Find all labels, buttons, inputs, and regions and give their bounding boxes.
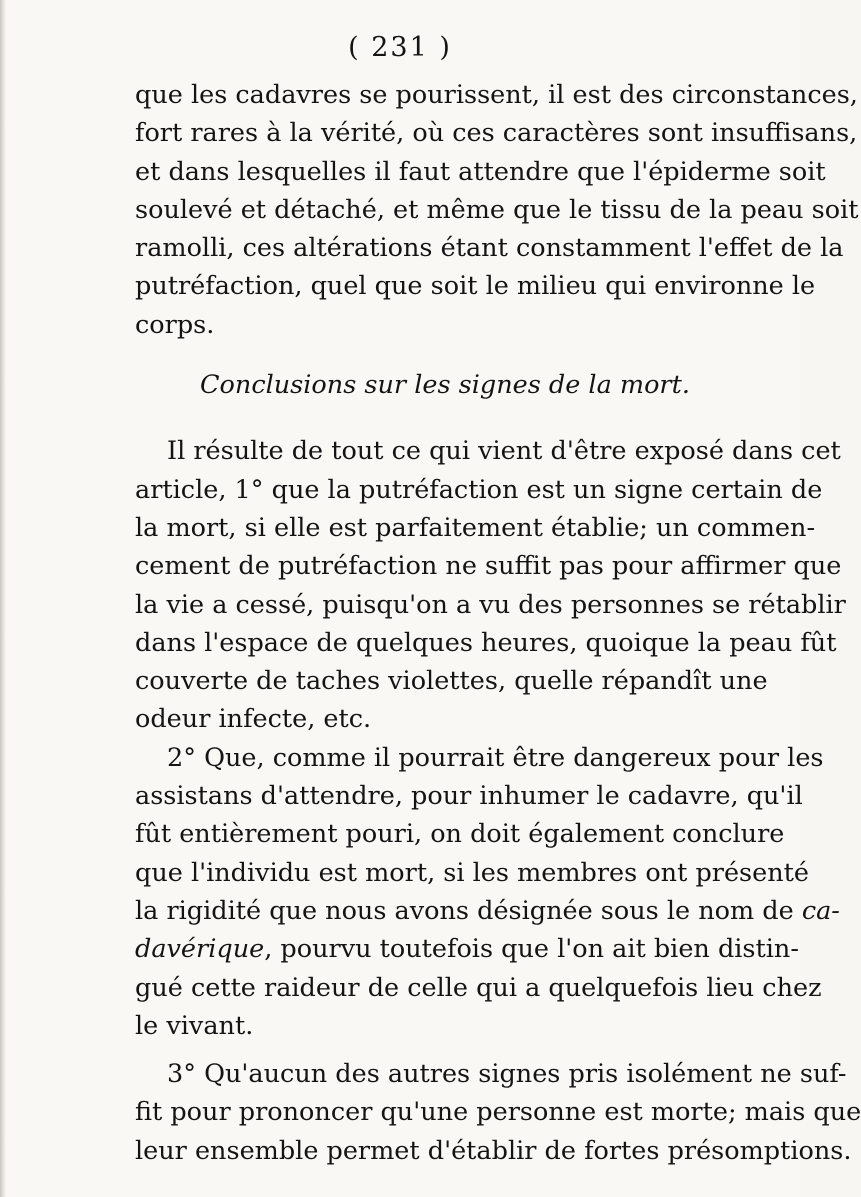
text-line: soulevé et détaché, et même que le tissu de la peau soit (135, 194, 859, 225)
paragraph-gap (135, 1045, 755, 1055)
text-line: 3° Qu'aucun des autres signes pris isolément ne suf- (167, 1059, 847, 1090)
text-line: couverte de taches violettes, quelle répandît une (135, 666, 768, 697)
text-line: assistans d'attendre, pour inhumer le cadavre, qu'il (135, 781, 803, 812)
text-line: que les cadavres se pourissent, il est des circonstances, (135, 80, 858, 110)
text-line: la mort, si elle est parfaitement établie; un commen- (135, 512, 816, 543)
text-line: fort rares à la vérité, où ces caractères sont insuffisans, (135, 118, 858, 149)
text-line: odeur infecte, etc. (135, 704, 372, 735)
text-line: et dans lesquelles il faut attendre que l'épiderme soit (135, 156, 826, 187)
text-line: 2° Que, comme il pourrait être dangereux pour les (167, 742, 824, 773)
text-line: ramolli, ces altérations étant constamment l'effet de la (135, 233, 844, 264)
paragraph-continuation (135, 76, 859, 344)
text-line: que l'individu est mort, si les membres ont présenté (135, 857, 809, 888)
text-line: gué cette raideur de celle qui a quelquefois lieu chez (135, 972, 822, 1003)
text-line: Il résulte de tout ce qui vient d'être exposé dans cet (167, 436, 841, 467)
text-line: fût entièrement pouri, on doit également conclure (135, 819, 785, 850)
page-body (135, 76, 861, 1170)
paragraph-conclusion-2 (135, 739, 840, 1045)
text-segment: , pourvu toutefois que l'on ait bien distin- (264, 934, 799, 965)
section-heading: Conclusions sur les signes de la mort. (200, 370, 690, 401)
text-line: le vivant. (135, 1010, 254, 1041)
page-edge-shadow (0, 0, 6, 1197)
page-number: ( 231 ) (348, 32, 452, 63)
text-segment: la rigidité que nous avons désignée sous le nom de (135, 895, 802, 926)
text-line (135, 892, 840, 930)
text-line: corps. (135, 309, 215, 340)
text-line: putréfaction, quel que soit le milieu qui environne le (135, 271, 816, 302)
text-line (135, 930, 799, 968)
text-line: fit pour prononcer qu'une personne est morte; mais que (135, 1097, 861, 1128)
paragraph-conclusion-1 (135, 432, 846, 738)
text-line: cement de putréfaction ne suffit pas pour affirmer que (135, 551, 842, 582)
text-line: la vie a cessé, puisqu'on a vu des personnes se rétablir (135, 589, 846, 620)
text-line: article, 1° que la putréfaction est un signe certain de (135, 474, 823, 505)
text-line: leur ensemble permet d'établir de fortes présomptions. (135, 1135, 852, 1166)
italic-term: davérique (135, 934, 265, 965)
italic-term: ca- (801, 895, 840, 926)
paragraph-conclusion-3 (135, 1055, 861, 1170)
text-line: dans l'espace de quelques heures, quoique la peau fût (135, 627, 837, 658)
